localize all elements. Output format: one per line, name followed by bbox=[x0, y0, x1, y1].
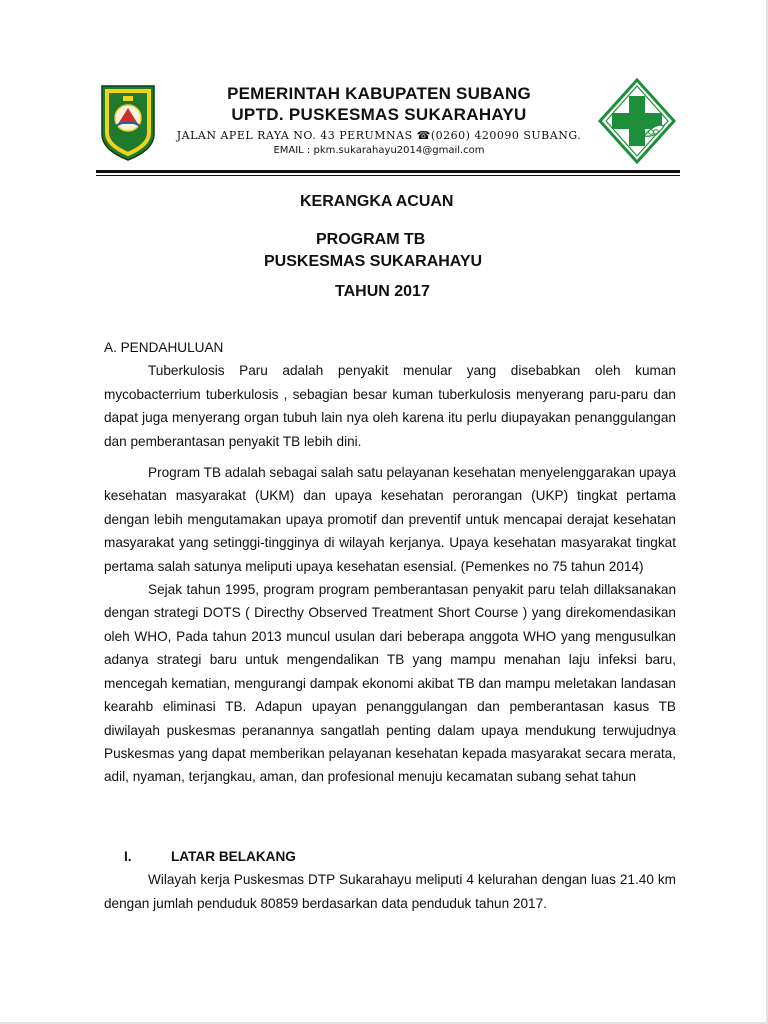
doc-subtitle-institution: PUSKESMAS SUKARAHAYU bbox=[264, 253, 483, 270]
section-pendahuluan bbox=[104, 336, 676, 789]
letterhead bbox=[170, 84, 588, 158]
puskesmas-cross-logo-icon bbox=[598, 78, 676, 164]
section-latar-belakang bbox=[104, 845, 676, 915]
letterhead-rule-thick bbox=[96, 170, 680, 173]
subang-regency-emblem-icon bbox=[96, 82, 160, 162]
section-number: I. bbox=[124, 849, 132, 864]
paragraph: Program TB adalah sebagai salah satu pelayanan kesehatan menyelenggarakan upaya kesehatan masyarakat (UKM) dan upaya kesehatan perorangan (UKP) tingkat pertama dengan lebih mengutamakan upaya promotif dan preventif untuk mencapai derajat kesehatan masyarakat yang setinggi-tingginya di wilayah kerjanya. Upaya kesehatan masyarakat tingkat pertama salah satunya meliputi upaya kesehatan esensial. (Pemenkes no 75 tahun 2014) bbox=[104, 465, 677, 574]
letterhead-email: EMAIL : pkm.sukarahayu2014@gmail.com bbox=[273, 145, 485, 156]
section-title: LATAR BELAKANG bbox=[171, 849, 296, 864]
letterhead-address: JALAN APEL RAYA NO. 43 PERUMNAS ☎(0260) 420090 SUBANG. bbox=[176, 129, 582, 142]
doc-subtitle-year: TAHUN 2017 bbox=[335, 283, 430, 300]
doc-subtitle-program: PROGRAM TB bbox=[316, 231, 426, 248]
letterhead-institution: UPTD. PUSKESMAS SUKARAHAYU bbox=[231, 105, 527, 124]
section-heading: A. PENDAHULUAN bbox=[104, 340, 224, 355]
paragraph: Tuberkulosis Paru adalah penyakit menular yang disebabkan oleh kuman mycobacterrium tuberkulosis , sebagian besar kuman tuberkulosis menyerang paru-paru dan dapat juga menyerang organ tubuh lain nya oleh karena itu perlu diupayakan penanggulangan dan pemberantasan penyakit TB lebih dini. bbox=[104, 363, 676, 449]
paragraph: Sejak tahun 1995, program program pemberantasan penyakit paru telah dillaksanakan dengan strategi DOTS ( Directhy Observed Treatment Short Course ) yang direkomendasikan oleh WHO, Pada tahun 2013 muncul usulan dari beberapa anggota WHO yang mengusulkan adanya strategi baru untuk mengendalikan TB yang mampu menahan laju infeksi baru, mencegah kematian, mengurangi dampak ekonomi akibat TB dan mampu meletakan landasan kearahb eliminasi TB. Adapun upayan penanggulangan dan pemberantasan kasus TB diwilayah puskesmas peranannya sangatlah penting dalam upaya mendukung terwujudnya Puskesmas yang dapat memberikan pelayanan kesehatan kepada masyarakat secara merata, adil, nyaman, terjangkau, aman, dan profesional menuju kecamatan subang sehat tahun bbox=[104, 582, 676, 785]
letterhead-rule-thin bbox=[96, 175, 680, 176]
letterhead-government: PEMERINTAH KABUPATEN SUBANG bbox=[227, 84, 531, 103]
section-heading bbox=[104, 845, 676, 868]
doc-title: KERANGKA ACUAN bbox=[300, 193, 454, 210]
paragraph: Wilayah kerja Puskesmas DTP Sukarahayu meliputi 4 kelurahan dengan luas 21.40 km dengan jumlah penduduk 80859 berdasarkan data penduduk tahun 2017. bbox=[104, 872, 676, 911]
